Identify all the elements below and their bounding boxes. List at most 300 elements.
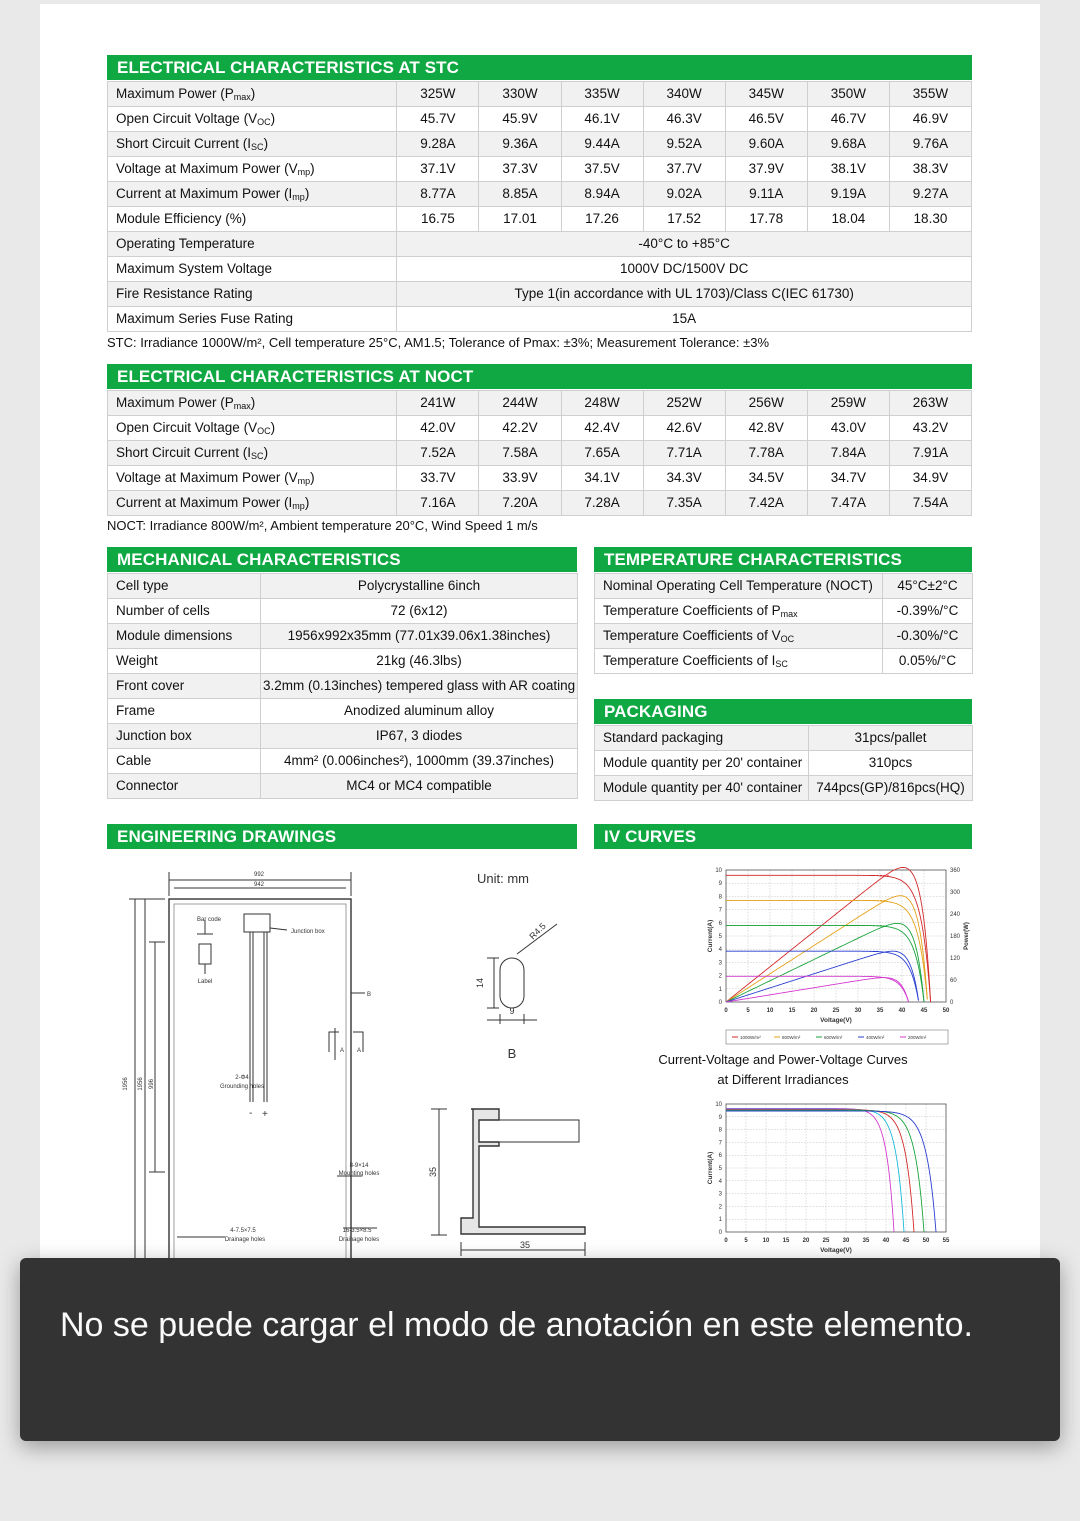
mounting-size: 8-9×14: [349, 1163, 369, 1169]
row-label: Cable: [108, 749, 261, 774]
toast-message: No se puede cargar el modo de anotación en este elemento.: [60, 1306, 973, 1344]
label-subscript: max: [780, 608, 798, 619]
label-subscript: max: [233, 91, 251, 102]
row-label: Weight: [108, 649, 261, 674]
label-tail: ): [263, 444, 269, 460]
stc-value: 17.01: [479, 207, 561, 232]
row-label: Connector: [108, 774, 261, 799]
label-text: Nominal Operating Cell Temperature (NOCT): [603, 578, 873, 594]
packaging-row: [595, 776, 973, 801]
y-tick-label: 10: [715, 868, 722, 874]
row-value: 31pcs/pallet: [809, 726, 973, 751]
stc-value: 46.7V: [807, 107, 889, 132]
x-tick-label: 30: [854, 1008, 862, 1014]
noct-value: 7.52A: [397, 441, 479, 466]
stc-header: ELECTRICAL CHARACTERISTICS AT STC: [107, 55, 972, 80]
label-text: Temperature Coefficients of I: [603, 652, 776, 668]
noct-header: ELECTRICAL CHARACTERISTICS AT NOCT: [107, 364, 972, 389]
mechanical-row: [108, 699, 578, 724]
noct-row: [108, 441, 972, 466]
noct-value: 43.0V: [807, 416, 889, 441]
stc-value: -40°C to +85°C: [397, 232, 972, 257]
stc-value: 9.68A: [807, 132, 889, 157]
drawings-header: ENGINEERING DRAWINGS: [107, 824, 577, 849]
mechanical-table: [107, 573, 578, 799]
y-tick-label: 2: [718, 973, 722, 980]
noct-value: 7.47A: [807, 491, 889, 516]
stc-row: [108, 107, 972, 132]
label-subscript: SC: [251, 141, 264, 152]
y-tick-label: 0: [718, 1230, 722, 1236]
noct-value: 7.84A: [807, 441, 889, 466]
row-label: [108, 157, 397, 182]
x-tick-label: 40: [898, 1008, 906, 1014]
stc-value: 15A: [397, 307, 972, 332]
row-label: Number of cells: [108, 599, 261, 624]
row-value: 21kg (46.3lbs): [261, 649, 578, 674]
mounting-label: Mounting holes: [338, 1171, 380, 1177]
label-tail: ): [304, 494, 310, 510]
noct-value: 42.6V: [643, 416, 725, 441]
x-tick-label: 30: [842, 1238, 850, 1244]
row-label: [108, 491, 397, 516]
packaging-table: [594, 725, 973, 801]
row-label: Cell type: [108, 574, 261, 599]
noct-table: [107, 390, 972, 516]
row-label: Frame: [108, 699, 261, 724]
stc-value: 37.1V: [397, 157, 479, 182]
section-b-mark: B: [367, 992, 372, 998]
label-subscript: mp: [297, 166, 311, 177]
y-tick-label: 5: [718, 1166, 722, 1172]
iv-caption-line1: Current-Voltage and Power-Voltage Curves: [658, 1052, 908, 1067]
stc-value: 46.3V: [643, 107, 725, 132]
row-label: Standard packaging: [595, 726, 809, 751]
x-tick-label: 50: [942, 1008, 950, 1014]
mechanical-row: [108, 774, 578, 799]
row-label: [108, 107, 397, 132]
mechanical-row: [108, 599, 578, 624]
label-tail: ): [304, 185, 310, 201]
temperature-table: [594, 573, 973, 674]
stc-value: 345W: [725, 82, 807, 107]
row-label: [595, 624, 883, 649]
noct-value: 7.42A: [725, 491, 807, 516]
x-tick-label: 45: [902, 1238, 910, 1244]
row-label: [108, 82, 397, 107]
stc-value: 325W: [397, 82, 479, 107]
module-outline: [169, 899, 351, 1294]
x-tick-label: 35: [862, 1238, 870, 1244]
datasheet-page: [40, 4, 1040, 1294]
stc-value: 17.52: [643, 207, 725, 232]
dim-1956: 1956: [123, 1077, 129, 1091]
stc-value: 9.02A: [643, 182, 725, 207]
cable-plus: +: [262, 1109, 268, 1120]
row-value: 0.05%/°C: [883, 649, 973, 674]
noct-value: 43.2V: [889, 416, 971, 441]
stc-row: [108, 232, 972, 257]
noct-row: [108, 391, 972, 416]
row-label: Operating Temperature: [108, 232, 397, 257]
noct-value: 34.5V: [725, 466, 807, 491]
label-text: Short Circuit Current (I: [116, 444, 252, 460]
label-tail: ): [270, 110, 276, 126]
stc-row: [108, 157, 972, 182]
stc-value: 18.30: [889, 207, 971, 232]
y-tick-label: 7: [718, 907, 722, 914]
iv-chart-temperature: [660, 1096, 950, 1266]
unit-label: Unit: mm: [477, 871, 529, 886]
stc-value: 9.19A: [807, 182, 889, 207]
x-tick-label: 15: [788, 1008, 796, 1014]
noct-value: 34.7V: [807, 466, 889, 491]
label-subscript: max: [233, 400, 251, 411]
noct-value: 42.2V: [479, 416, 561, 441]
y-tick-label: 8: [718, 1127, 722, 1134]
noct-value: 244W: [479, 391, 561, 416]
dim-14: 14: [475, 977, 485, 989]
stc-value: 9.36A: [479, 132, 561, 157]
label-tail: ): [310, 469, 315, 485]
row-value: Polycrystalline 6inch: [261, 574, 578, 599]
label-tail: ): [270, 419, 276, 435]
stc-value: 350W: [807, 82, 889, 107]
noct-value: 42.0V: [397, 416, 479, 441]
stc-value: 38.1V: [807, 157, 889, 182]
noct-value: 7.58A: [479, 441, 561, 466]
dim-r45: R4.5: [527, 920, 548, 942]
pv-series-line: [726, 978, 909, 1002]
pv-series-line: [726, 923, 924, 1002]
noct-value: 7.54A: [889, 491, 971, 516]
x-tick-label: 40: [882, 1238, 890, 1244]
row-label: [595, 599, 883, 624]
grounding-label: Grounding holes: [219, 1084, 265, 1090]
noct-value: 34.1V: [561, 466, 643, 491]
dim-996: 996: [149, 1078, 155, 1090]
label-text: Temperature Coefficients of V: [603, 627, 781, 643]
row-label: [108, 391, 397, 416]
temperature-series-line: [726, 1110, 924, 1232]
y-tick-label: 9: [718, 1114, 722, 1121]
stc-value: 38.3V: [889, 157, 971, 182]
noct-value: 263W: [889, 391, 971, 416]
temperature-series-line: [726, 1111, 936, 1232]
chart-legend: [726, 1030, 948, 1044]
noct-value: 252W: [643, 391, 725, 416]
drainage-left-label: Drainage holes: [224, 1237, 266, 1243]
packaging-row: [595, 726, 973, 751]
row-label: Maximum Series Fuse Rating: [108, 307, 397, 332]
label-tail: ): [250, 85, 256, 101]
stc-value: 9.52A: [643, 132, 725, 157]
row-label: Front cover: [108, 674, 261, 699]
mechanical-row: [108, 724, 578, 749]
legend-entry: 1000W/m²: [740, 1035, 761, 1040]
drainage-right-size: 16-3.5×8.5: [342, 1228, 372, 1234]
y-axis-label: Current(A): [707, 919, 714, 953]
stc-value: 9.28A: [397, 132, 479, 157]
stc-row: [108, 257, 972, 282]
row-label: [108, 132, 397, 157]
stc-row: [108, 307, 972, 332]
noct-value: 34.3V: [643, 466, 725, 491]
stc-value: 17.78: [725, 207, 807, 232]
mechanical-row: [108, 624, 578, 649]
grounding-count: 2-Φ4: [235, 1075, 249, 1081]
row-label: [108, 441, 397, 466]
stc-value: 8.94A: [561, 182, 643, 207]
y2-tick-label: 120: [950, 956, 961, 962]
stc-row: [108, 82, 972, 107]
stc-value: 330W: [479, 82, 561, 107]
x-tick-label: 45: [920, 1008, 928, 1014]
y-tick-label: 1: [718, 986, 722, 993]
y2-tick-label: 360: [950, 868, 961, 874]
noct-note: NOCT: Irradiance 800W/m², Ambient temperature 20°C, Wind Speed 1 m/s: [107, 518, 538, 533]
x-tick-label: 10: [766, 1008, 774, 1014]
stc-value: 18.04: [807, 207, 889, 232]
noct-row: [108, 491, 972, 516]
row-label: Module quantity per 40' container: [595, 776, 809, 801]
label-text: Voltage at Maximum Power (V: [116, 160, 298, 176]
label-text: Module Efficiency (%): [116, 211, 247, 227]
x-tick-label: 5: [744, 1238, 748, 1244]
label-text: Voltage at Maximum Power (V: [116, 469, 298, 485]
temperature-series-line: [726, 1109, 894, 1233]
x-tick-label: 25: [832, 1008, 840, 1014]
mechanical-row: [108, 574, 578, 599]
row-value: 45°C±2°C: [883, 574, 973, 599]
packaging-header: PACKAGING: [594, 699, 972, 724]
label-text: Open Circuit Voltage (V: [116, 419, 258, 435]
row-label: [108, 182, 397, 207]
x-tick-label: 15: [782, 1238, 790, 1244]
legend-entry: 800W/m²: [782, 1035, 801, 1040]
noct-value: 256W: [725, 391, 807, 416]
y2-tick-label: 60: [950, 978, 957, 984]
dim-942: 942: [253, 882, 265, 888]
mechanical-row: [108, 674, 578, 699]
noct-value: 248W: [561, 391, 643, 416]
detail-b-label: B: [507, 1046, 517, 1061]
iv-chart-irradiance: [660, 862, 970, 1046]
mechanical-row: [108, 649, 578, 674]
cable-minus: -: [249, 1108, 253, 1119]
y2-tick-label: 0: [950, 1000, 954, 1006]
drainage-left-size: 4-7.5×7.5: [230, 1228, 256, 1234]
row-value: 310pcs: [809, 751, 973, 776]
label-label: Label: [197, 979, 213, 985]
y2-tick-label: 180: [950, 934, 961, 940]
dim-35-horizontal: 35: [519, 1240, 531, 1250]
stc-value: 46.1V: [561, 107, 643, 132]
y-tick-label: 2: [718, 1204, 722, 1211]
stc-row: [108, 182, 972, 207]
stc-note: STC: Irradiance 1000W/m², Cell temperature 25°C, AM1.5; Tolerance of Pmax: ±3%; Measurement Tolerance: ±3%: [107, 335, 770, 350]
row-label: [595, 649, 883, 674]
stc-value: 340W: [643, 82, 725, 107]
stc-value: 8.85A: [479, 182, 561, 207]
label-tail: ): [310, 160, 315, 176]
stc-value: 45.7V: [397, 107, 479, 132]
legend-entry: 400W/m²: [866, 1035, 885, 1040]
label-subscript: SC: [251, 450, 264, 461]
label-subscript: mp: [292, 500, 305, 511]
temperature-row: [595, 624, 973, 649]
x-tick-label: 25: [822, 1238, 830, 1244]
row-value: MC4 or MC4 compatible: [261, 774, 578, 799]
noct-value: 34.9V: [889, 466, 971, 491]
noct-value: 42.4V: [561, 416, 643, 441]
stc-value: 9.76A: [889, 132, 971, 157]
row-label: [108, 207, 397, 232]
row-value: -0.39%/°C: [883, 599, 973, 624]
x-axis-label: Voltage(V): [820, 1247, 852, 1254]
row-label: [595, 574, 883, 599]
stc-value: 335W: [561, 82, 643, 107]
noct-value: 7.71A: [643, 441, 725, 466]
noct-value: 241W: [397, 391, 479, 416]
x-tick-label: 20: [802, 1238, 810, 1244]
label-text: Temperature Coefficients of P: [603, 602, 781, 618]
stc-value: 9.11A: [725, 182, 807, 207]
y-tick-label: 4: [718, 1178, 722, 1185]
x-axis-label: Voltage(V): [820, 1017, 852, 1024]
x-tick-label: 35: [876, 1008, 884, 1014]
mechanical-row: [108, 749, 578, 774]
label-subscript: mp: [297, 475, 311, 486]
iv-series-line: [726, 900, 927, 999]
row-value: 72 (6x12): [261, 599, 578, 624]
temperature-series-line: [726, 1109, 904, 1232]
row-value: Anodized aluminum alloy: [261, 699, 578, 724]
stc-row: [108, 207, 972, 232]
legend-entry: 200W/m²: [908, 1035, 927, 1040]
stc-table: [107, 81, 972, 332]
x-tick-label: 10: [762, 1238, 770, 1244]
row-label: [108, 466, 397, 491]
iv-caption-line2: at Different Irradiances: [717, 1072, 849, 1087]
y-tick-label: 4: [718, 947, 722, 954]
engineering-drawing: [107, 852, 587, 1294]
stc-value: 17.26: [561, 207, 643, 232]
label-tail: ): [250, 394, 256, 410]
temperature-row: [595, 649, 973, 674]
barcode-label: Bar code: [196, 917, 222, 923]
noct-value: 7.20A: [479, 491, 561, 516]
y2-axis-label: Power(W): [964, 922, 970, 950]
x-tick-label: 0: [724, 1238, 728, 1244]
stc-value: 16.75: [397, 207, 479, 232]
label-text: Current at Maximum Power (I: [116, 185, 293, 201]
label-text: Short Circuit Current (I: [116, 135, 252, 151]
noct-value: 42.8V: [725, 416, 807, 441]
x-tick-label: 5: [746, 1008, 750, 1014]
y-tick-label: 9: [718, 881, 722, 888]
noct-value: 259W: [807, 391, 889, 416]
stc-value: 45.9V: [479, 107, 561, 132]
dim-992: 992: [253, 872, 265, 878]
y-tick-label: 7: [718, 1140, 722, 1147]
temperature-row: [595, 574, 973, 599]
iv-series-line: [726, 925, 924, 1002]
stc-value: 355W: [889, 82, 971, 107]
label-subscript: OC: [780, 633, 795, 644]
y-tick-label: 5: [718, 934, 722, 940]
stc-value: 1000V DC/1500V DC: [397, 257, 972, 282]
label-text: Open Circuit Voltage (V: [116, 110, 258, 126]
y-tick-label: 3: [718, 960, 722, 967]
label-subscript: SC: [775, 658, 788, 669]
noct-value: 7.28A: [561, 491, 643, 516]
noct-row: [108, 466, 972, 491]
section-a-right: A: [357, 1048, 362, 1054]
row-label: Module quantity per 20' container: [595, 751, 809, 776]
label-subscript: mp: [292, 191, 305, 202]
row-value: 4mm² (0.006inches²), 1000mm (39.37inches): [261, 749, 578, 774]
stc-value: 37.5V: [561, 157, 643, 182]
noct-row: [108, 416, 972, 441]
mechanical-header: MECHANICAL CHARACTERISTICS: [107, 547, 577, 572]
noct-value: 33.9V: [479, 466, 561, 491]
y-tick-label: 6: [718, 1153, 722, 1160]
y-axis-label: Current(A): [707, 1151, 714, 1185]
label-subscript: OC: [257, 425, 271, 436]
y-tick-label: 0: [718, 1000, 722, 1006]
noct-value: 33.7V: [397, 466, 479, 491]
stc-value: 9.27A: [889, 182, 971, 207]
row-value: 1956x992x35mm (77.01x39.06x1.38inches): [261, 624, 578, 649]
iv-header: IV CURVES: [594, 824, 972, 849]
x-tick-label: 50: [922, 1238, 930, 1244]
stc-value: 9.60A: [725, 132, 807, 157]
row-value: -0.30%/°C: [883, 624, 973, 649]
label-subscript: OC: [257, 116, 271, 127]
noct-value: 7.65A: [561, 441, 643, 466]
stc-value: 37.7V: [643, 157, 725, 182]
stc-value: 8.77A: [397, 182, 479, 207]
x-tick-label: 55: [942, 1238, 950, 1244]
label-text: Maximum Power (P: [116, 394, 234, 410]
row-label: Fire Resistance Rating: [108, 282, 397, 307]
dim-35-vertical: 35: [428, 1166, 438, 1178]
y-tick-label: 10: [715, 1102, 722, 1108]
drainage-right-label: Drainage holes: [338, 1237, 380, 1243]
annotation-error-toast: [20, 1258, 1060, 1441]
temperature-header: TEMPERATURE CHARACTERISTICS: [594, 547, 972, 572]
y-tick-label: 6: [718, 920, 722, 927]
section-a-left: A: [340, 1048, 345, 1054]
label-text: Maximum Power (P: [116, 85, 234, 101]
x-tick-label: 0: [724, 1008, 728, 1014]
packaging-row: [595, 751, 973, 776]
noct-value: 7.16A: [397, 491, 479, 516]
stc-row: [108, 282, 972, 307]
y-tick-label: 8: [718, 894, 722, 901]
junction-box-label: Junction box: [291, 929, 325, 935]
noct-value: 7.91A: [889, 441, 971, 466]
x-tick-label: 20: [810, 1008, 818, 1014]
row-label: Maximum System Voltage: [108, 257, 397, 282]
label-tail: ): [263, 135, 269, 151]
row-value: 3.2mm (0.13inches) tempered glass with AR coating: [261, 674, 578, 699]
stc-value: 46.5V: [725, 107, 807, 132]
temperature-row: [595, 599, 973, 624]
stc-value: 9.44A: [561, 132, 643, 157]
row-label: Module dimensions: [108, 624, 261, 649]
